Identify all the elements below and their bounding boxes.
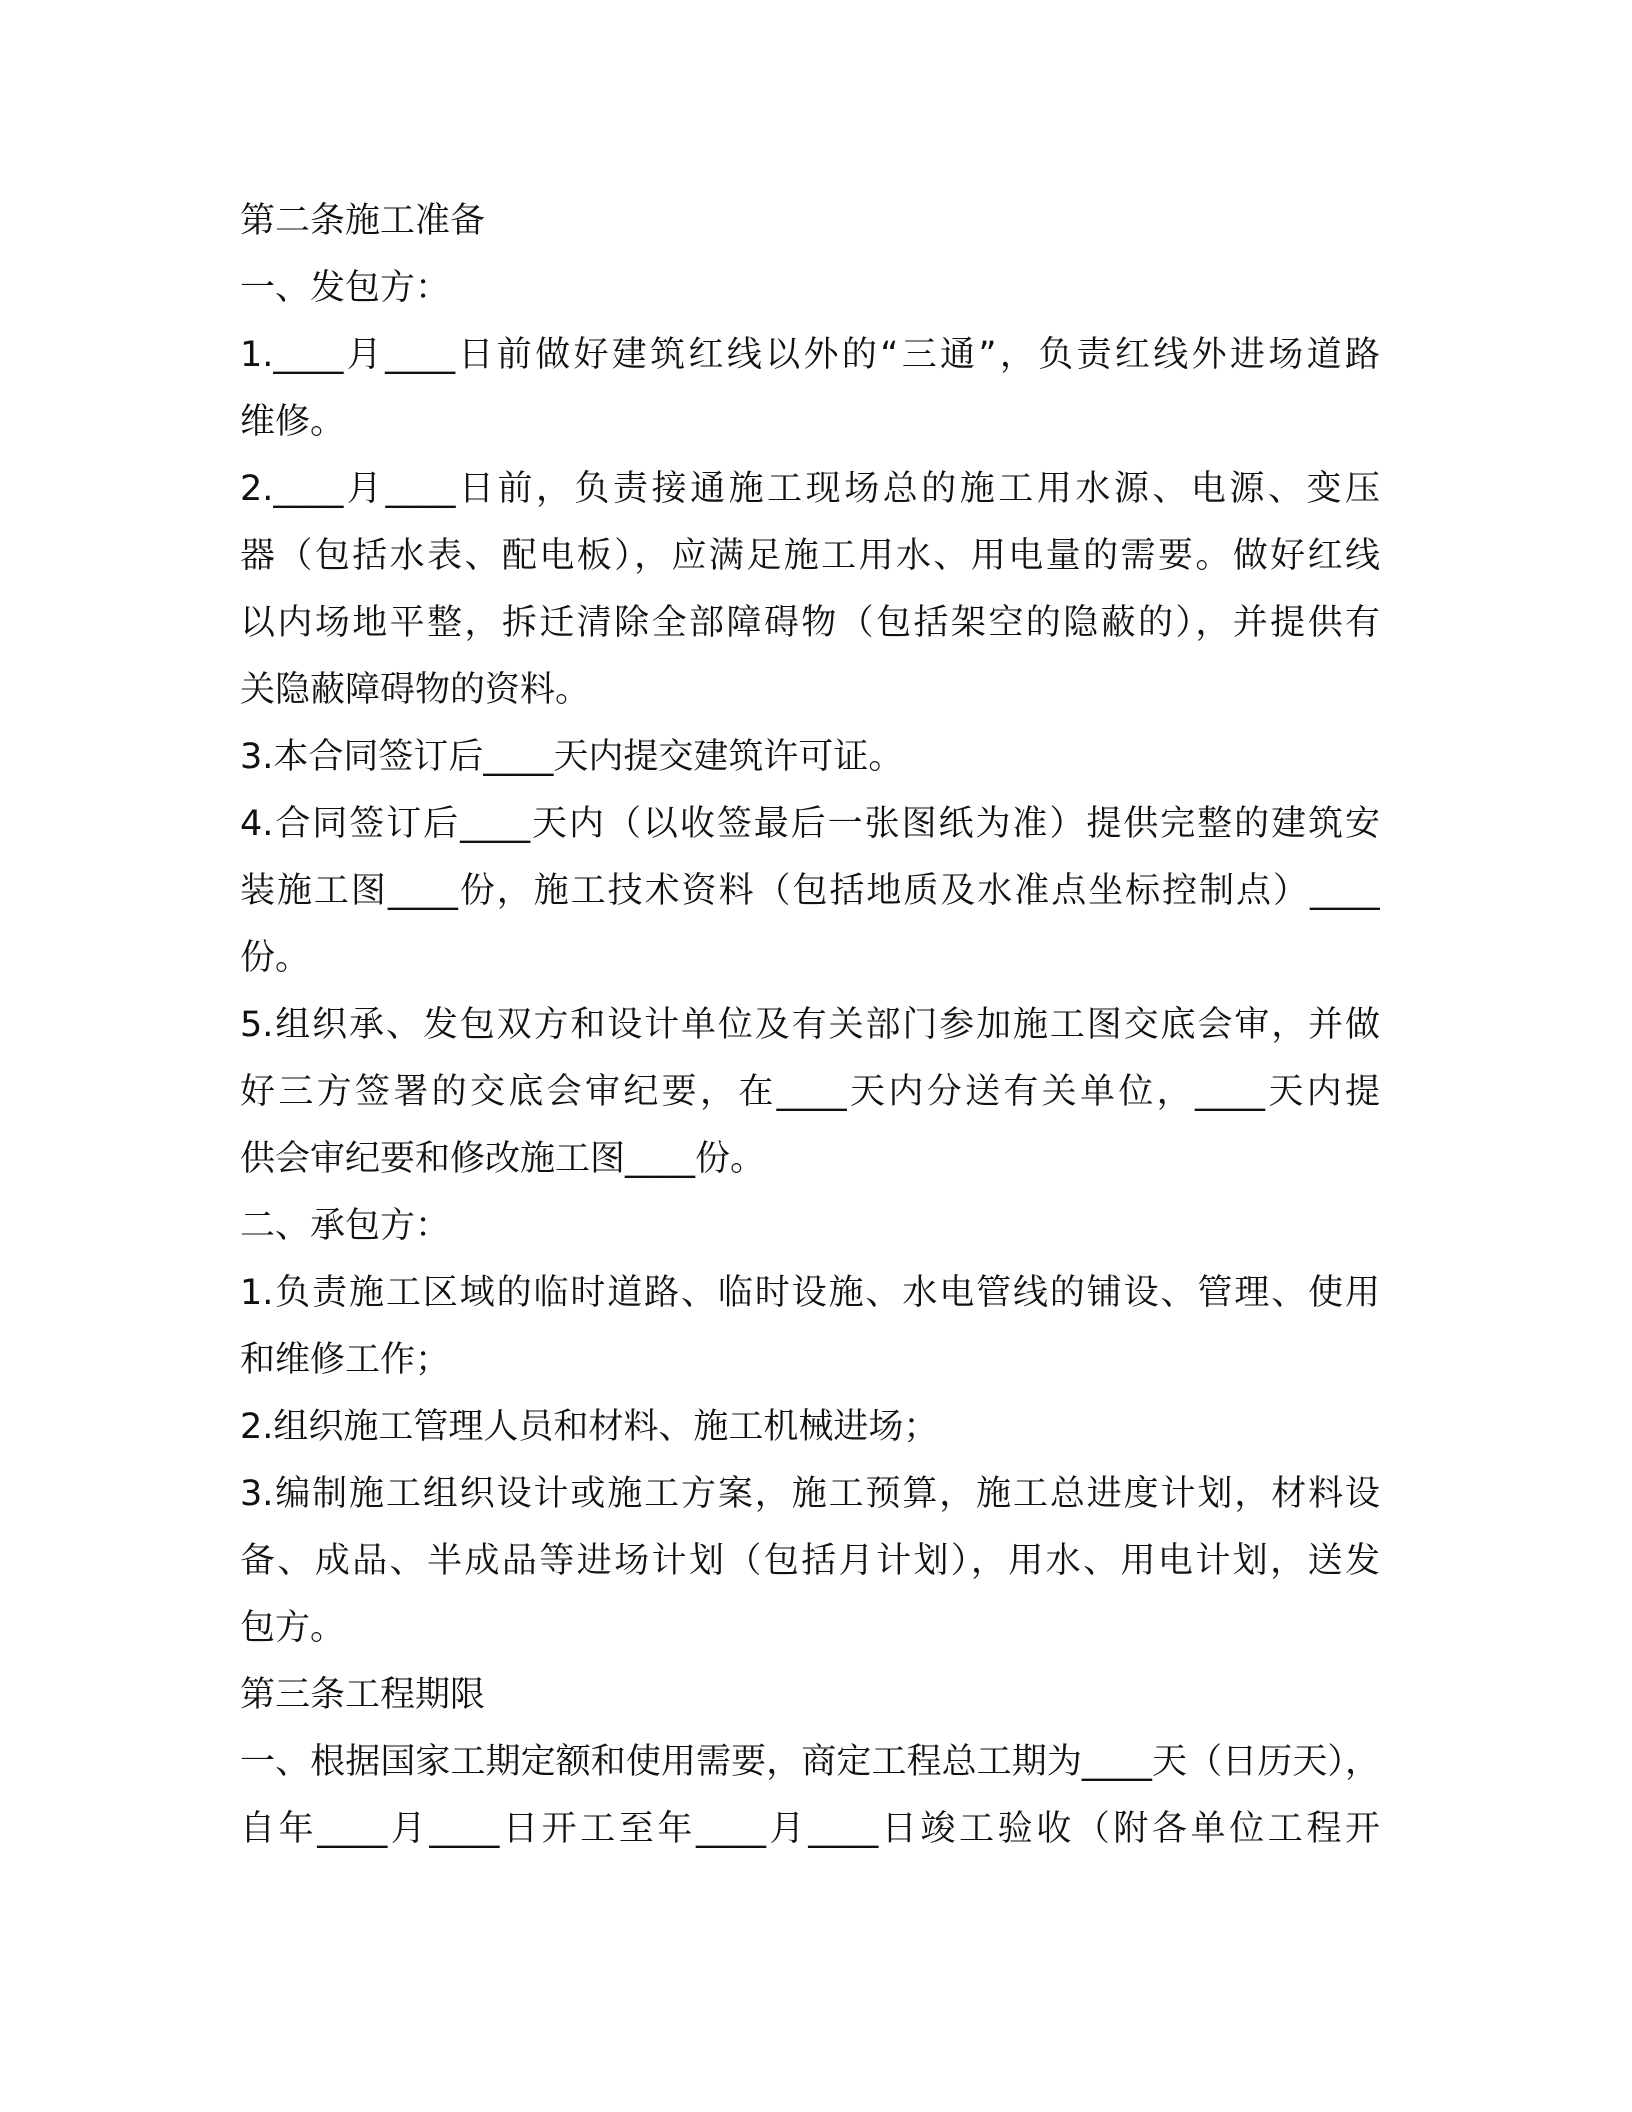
subsection-contractor: 二、承包方： — [240, 1206, 451, 1246]
text-line: 1.负责施工区域的临时道路、临时设施、水电管线的铺设、管理、使用 — [240, 1273, 1380, 1313]
text-line: 3.编制施工组织设计或施工方案，施工预算，施工总进度计划，材料设 — [240, 1474, 1380, 1514]
text-line: 好三方签署的交底会审纪要，在____天内分送有关单位，____天内提 — [240, 1072, 1380, 1112]
section-heading-2: 第二条施工准备 — [240, 201, 486, 241]
text-line: 自年____月____日开工至年____月____日竣工验收（附各单位工程开 — [240, 1809, 1380, 1849]
text-line: 维修。 — [240, 402, 346, 442]
text-line: 装施工图____份，施工技术资料（包括地质及水准点坐标控制点）____ — [240, 871, 1380, 911]
text-line: 2.____月____日前，负责接通施工现场总的施工用水源、电源、变压 — [240, 469, 1380, 509]
text-line: 一、根据国家工期定额和使用需要，商定工程总工期为____天（日历天）， — [240, 1742, 1380, 1782]
text-line: 供会审纪要和修改施工图____份。 — [240, 1139, 766, 1179]
text-line: 备、成品、半成品等进场计划（包括月计划），用水、用电计划，送发 — [240, 1541, 1380, 1581]
text-line: 1.____月____日前做好建筑红线以外的“三通”，负责红线外进场道路 — [240, 335, 1380, 375]
section-heading-3: 第三条工程期限 — [240, 1675, 486, 1715]
document-body — [240, 188, 1380, 1863]
text-line: 器（包括水表、配电板），应满足施工用水、用电量的需要。做好红线 — [240, 536, 1380, 576]
text-line: 4.合同签订后____天内（以收签最后一张图纸为准）提供完整的建筑安 — [240, 804, 1380, 844]
text-line: 份。 — [240, 938, 311, 978]
text-line: 5.组织承、发包双方和设计单位及有关部门参加施工图交底会审，并做 — [240, 1005, 1380, 1045]
text-line: 包方。 — [240, 1608, 346, 1648]
subsection-employer: 一、发包方： — [240, 268, 451, 308]
text-line: 关隐蔽障碍物的资料。 — [240, 670, 591, 710]
text-line: 以内场地平整，拆迁清除全部障碍物（包括架空的隐蔽的），并提供有 — [240, 603, 1380, 643]
text-line: 和维修工作； — [240, 1340, 451, 1380]
text-line: 3.本合同签订后____天内提交建筑许可证。 — [240, 737, 904, 777]
text-line: 2.组织施工管理人员和材料、施工机械进场； — [240, 1407, 939, 1447]
